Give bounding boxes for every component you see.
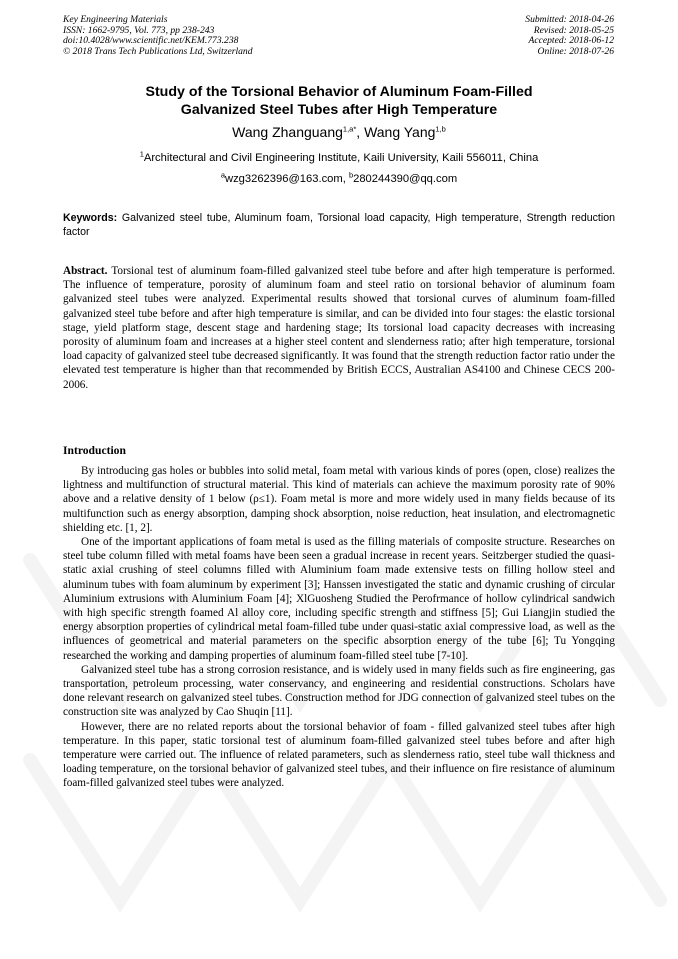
- abstract-label: Abstract.: [63, 265, 108, 277]
- author-separator: ,: [356, 124, 365, 140]
- journal-info: [63, 15, 253, 57]
- section-heading-introduction: Introduction: [63, 444, 126, 457]
- paper-title: [63, 83, 615, 119]
- email-a[interactable]: wzg3262396@163.com: [225, 173, 343, 185]
- introduction-body: [63, 464, 615, 791]
- paragraph: Galvanized steel tube has a strong corrosion resistance, and is widely used in many fields such as fire engineering, gas transportation, petroleum processing, water conservancy, and engineering and residential constructions. Scholars have done relevant research on galvanized steel tubes. Construction method for JDG connection of galvanized steel tubes on the construction site was analyzed by Cao Shuqin [11].: [63, 663, 615, 719]
- email-b-marker: b: [348, 170, 354, 180]
- author-2-affil: 1,b: [435, 124, 446, 134]
- affiliation-marker: 1: [139, 149, 144, 159]
- title-line-2: Galvanized Steel Tubes after High Temperature: [180, 102, 498, 118]
- journal-name: Key Engineering Materials: [63, 14, 168, 25]
- date-revised: Revised: 2018-05-25: [533, 24, 614, 36]
- author-list: [63, 124, 615, 140]
- affiliation-text: Architectural and Civil Engineering Institute, Kaili University, Kaili 556011, China: [143, 152, 539, 164]
- author-1-affil: 1,a*: [342, 124, 357, 134]
- submission-dates: [525, 15, 614, 57]
- journal-doi: doi:10.4028/www.scientific.net/KEM.773.238: [63, 35, 239, 47]
- keywords: [63, 212, 615, 239]
- author-1: Wang Zhanguang: [232, 124, 343, 140]
- title-line-1: Study of the Torsional Behavior of Aluminum Foam-Filled: [145, 84, 533, 100]
- affiliation: [63, 151, 615, 165]
- paragraph: However, there are no related reports about the torsional behavior of foam - filled galvanized steel tubes after high temperature. In this paper, static torsional test of aluminum foam-filled galvanized steel tubes before and after high temperature were carried out. The influence of related parameters, such as slenderness ratio, steel tube wall thickness and loading temperature, on the torsional behavior of galvanized steel tubes, and their influence on fire resistance of aluminum foam-filled galvanized steel tubes were analyzed.: [63, 720, 615, 790]
- paragraph: One of the important applications of foam metal is used as the filling materials of composite structure. Researches on steel tube column filled with metal foams have been seen a gradual increase in recent years. Seitzberger studied the quasi-static axial crushing of steel columns filled with Aluminium foam made extensive tests on filling hollow steel and aluminum tubes with foam aluminum by experiment [3]; Hanssen investigated the static and dynamic crushing of circular Aluminium extrusions with Aluminium Foam [4]; XlGuosheng Studied the Perofrmance of hollow cylindrical sandwich with high specific strength foamed Al alloy core, including specific strength and stiffness [5]; Gui Liangjin studied the energy absorption properties of cylindrical metal foam-filled tube under quasi-static axial compressive load, as well as the influences of geometrical and material parameters on the specific absorption energy of the tube [6]; Tu Yongqing researched the working and damping properties of aluminum foam-filled steel tube [7-10].: [63, 536, 615, 662]
- author-2: Wang Yang: [364, 124, 436, 140]
- date-accepted: Accepted: 2018-06-12: [528, 35, 614, 47]
- paragraph: By introducing gas holes or bubbles into solid metal, foam metal with various kinds of pores (open, close) realizes the lightness and multifunction of structural material. This kind of materials can achieve the maximum porosity rate of 90% above and a relative density of 1 below (ρ≤1). Foam metal is more and more widely used in many fields because of its multifunction such as energy absorption, damping shock absorption, noise reduction, heat insulation, and electromagnetic shielding etc. [1, 2].: [63, 465, 615, 534]
- journal-issn: ISSN: 1662-9795, Vol. 773, pp 238-243: [63, 24, 215, 36]
- date-online: Online: 2018-07-26: [537, 45, 614, 57]
- author-emails: [63, 172, 615, 186]
- journal-copyright: © 2018 Trans Tech Publications Ltd, Switzerland: [63, 45, 253, 57]
- keywords-label: Keywords:: [63, 212, 118, 224]
- keywords-text: Galvanized steel tube, Aluminum foam, Torsional load capacity, High temperature, Strength reduction factor: [63, 212, 615, 238]
- email-b[interactable]: 280244390@qq.com: [353, 173, 458, 185]
- abstract: [63, 264, 615, 392]
- date-submitted: Submitted: 2018-04-26: [525, 14, 614, 25]
- email-a-marker: a: [220, 170, 225, 180]
- email-separator: ,: [342, 173, 349, 185]
- abstract-text: Torsional test of aluminum foam-filled galvanized steel tube before and after high temperature is performed. The influence of temperature, porosity of aluminum foam and steel ratio on torsional behavior of aluminum foam galvanized steel tubes were analyzed. Experimental results showed that torsional curves of aluminum foam-filled galvanized steel tube before and after high temperature is similar, and can be divided into four stages: the elastic torsional stage, yield platform stage, descent stage and hardening stage; Its torsional load capacity decreases with increasing porosity of aluminum foam and increases at a higher steel content and slenderness ratio; after high temperature, torsional load capacity of galvanized steel tube decreased significantly. It was found that the strength reduction factor ratio under the elevated test temperature is higher than that recommended by British ECCS, Australian AS4100 and Chinese CECS 200-2006.: [63, 265, 615, 391]
